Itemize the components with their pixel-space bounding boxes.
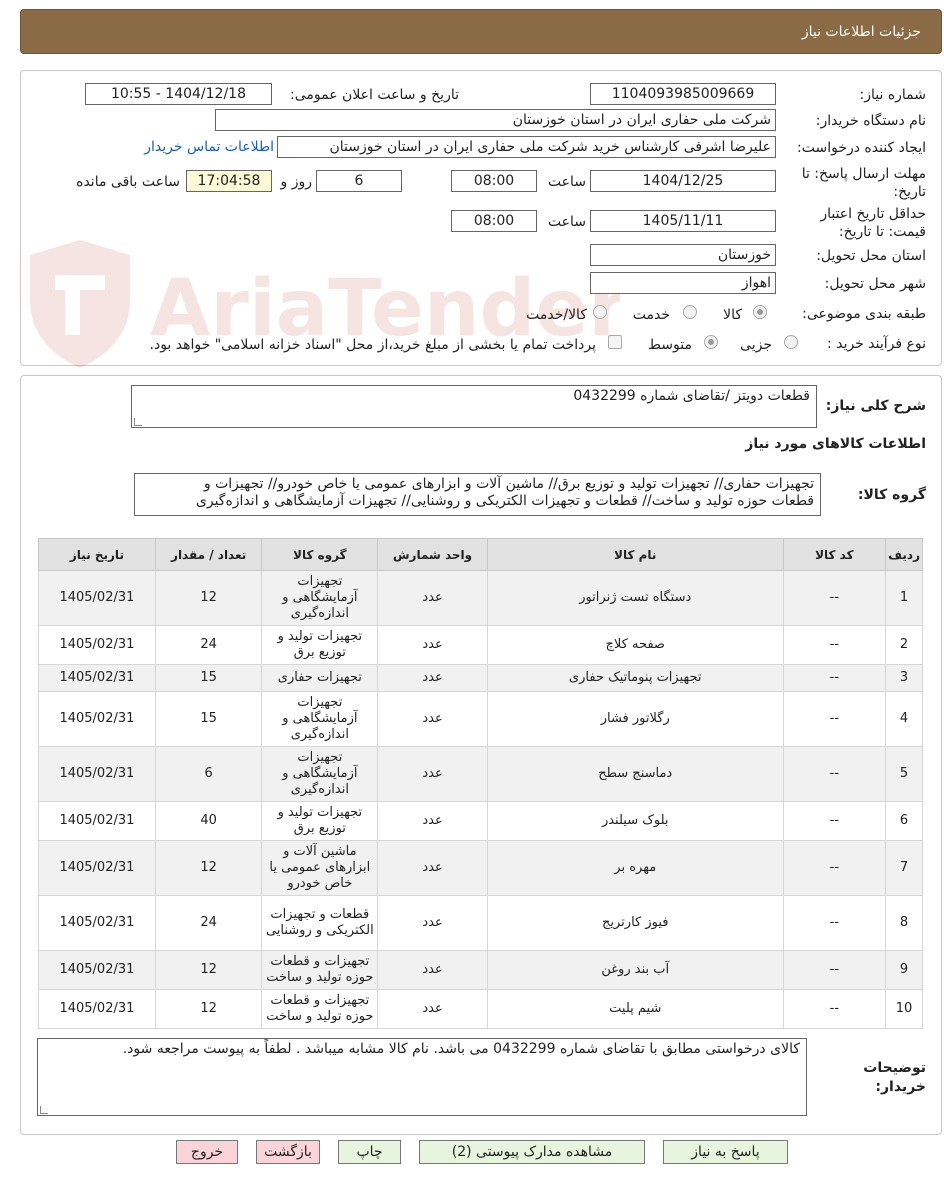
- cell-group: تجهیزات حفاری: [262, 665, 378, 692]
- need-number-label: شماره نیاز:: [859, 87, 926, 103]
- cell-row-number: 3: [886, 665, 923, 692]
- resize-handle-icon[interactable]: [40, 1106, 48, 1114]
- deadline-time-field: 08:00: [451, 170, 537, 192]
- purchase-minor-radio[interactable]: [784, 335, 798, 349]
- cell-row-number: 5: [886, 747, 923, 802]
- cell-name: رگلاتور فشار: [487, 692, 783, 747]
- cell-code: --: [783, 747, 886, 802]
- treasury-payment-note: پرداخت تمام یا بخشی از مبلغ خرید،از محل "اسناد خزانه اسلامی" خواهد بود.: [149, 337, 596, 353]
- col-header-unit: واحد شمارش: [378, 539, 488, 571]
- cell-date: 1405/02/31: [39, 841, 156, 896]
- cell-date: 1405/02/31: [39, 990, 156, 1029]
- cell-name: فیوز کارتریج: [487, 896, 783, 951]
- cell-unit: عدد: [378, 841, 488, 896]
- col-header-group: گروه کالا: [262, 539, 378, 571]
- province-label: استان محل تحویل:: [816, 248, 926, 264]
- cell-name: بلوک سیلندر: [487, 802, 783, 841]
- cell-date: 1405/02/31: [39, 692, 156, 747]
- cell-date: 1405/02/31: [39, 665, 156, 692]
- table-row: [39, 692, 923, 747]
- cell-row-number: 4: [886, 692, 923, 747]
- cell-group: تجهیزات آزمایشگاهی و اندازه‌گیری: [262, 571, 378, 626]
- cell-row-number: 6: [886, 802, 923, 841]
- cell-unit: عدد: [378, 802, 488, 841]
- cell-code: --: [783, 896, 886, 951]
- goods-group-textarea[interactable]: [134, 473, 821, 516]
- table-row: [39, 802, 923, 841]
- cell-code: --: [783, 665, 886, 692]
- validity-time-field: 08:00: [451, 210, 537, 232]
- cell-unit: عدد: [378, 990, 488, 1029]
- cell-qty: 40: [155, 802, 262, 841]
- cell-group: تجهیزات آزمایشگاهی و اندازه‌گیری: [262, 692, 378, 747]
- buyer-contact-link[interactable]: اطلاعات تماس خریدار: [144, 139, 274, 155]
- col-header-row-number: ردیف: [886, 539, 923, 571]
- table-row: [39, 747, 923, 802]
- cell-code: --: [783, 990, 886, 1029]
- cell-code: --: [783, 802, 886, 841]
- goods-group-line-1: تجهیزات حفاری// تجهیزات تولید و توزیع برق// ماشین آلات و ابزارهای عمومی یا خاص خودرو// تجهیزات و: [203, 476, 814, 492]
- resize-handle-icon[interactable]: [134, 418, 142, 426]
- goods-group-line-2: قطعات حوزه تولید و ساخت// قطعات و تجهیزات الکتریکی و روشنایی// تجهیزات آزمایشگاهی و اندازه‌گیری: [195, 493, 814, 509]
- requester-field: علیرضا اشرفی کارشناس خرید شرکت ملی حفاری ایران در استان خوزستان: [277, 136, 776, 158]
- page-header: [20, 9, 942, 54]
- buyer-label: نام دستگاه خریدار:: [815, 113, 926, 129]
- cell-qty: 12: [155, 571, 262, 626]
- remaining-label: ساعت باقی مانده: [76, 174, 180, 190]
- table-row: [39, 896, 923, 951]
- goods-group-label: گروه کالا:: [857, 487, 926, 503]
- items-table: [38, 538, 923, 1029]
- table-row: [39, 951, 923, 990]
- announce-field: 1404/12/18 - 10:55: [85, 83, 272, 105]
- col-header-name: نام کالا: [487, 539, 783, 571]
- cell-name: آب بند روغن: [487, 951, 783, 990]
- deadline-date-field: 1404/12/25: [590, 170, 776, 192]
- buyer-notes-textarea[interactable]: [37, 1038, 807, 1116]
- table-row: [39, 626, 923, 665]
- cell-name: دماسنج سطح: [487, 747, 783, 802]
- cell-name: تجهیزات پنوماتیک حفاری: [487, 665, 783, 692]
- cell-date: 1405/02/31: [39, 896, 156, 951]
- purchase-medium-radio[interactable]: [704, 335, 718, 349]
- category-label: طبقه بندی موضوعی:: [802, 306, 926, 322]
- category-goods-label: کالا: [723, 307, 742, 323]
- description-label: شرح کلی نیاز:: [825, 398, 926, 414]
- cell-unit: عدد: [378, 951, 488, 990]
- need-number-field: 1104093985009669: [590, 83, 776, 105]
- category-service-label: خدمت: [632, 307, 670, 323]
- exit-button[interactable]: خروج: [176, 1140, 238, 1164]
- cell-row-number: 7: [886, 841, 923, 896]
- cell-name: مهره بر: [487, 841, 783, 896]
- cell-date: 1405/02/31: [39, 951, 156, 990]
- cell-row-number: 8: [886, 896, 923, 951]
- cell-name: شیم پلیت: [487, 990, 783, 1029]
- purchase-type-label: نوع فرآیند خرید :: [827, 336, 926, 352]
- description-text: قطعات دویتز /تقاضای شماره 0432299: [573, 388, 810, 404]
- province-field: خوزستان: [590, 244, 776, 266]
- cell-group: قطعات و تجهیزات الکتریکی و روشنایی: [262, 896, 378, 951]
- cell-group: تجهیزات و قطعات حوزه تولید و ساخت: [262, 951, 378, 990]
- col-header-date: تاریخ نیاز: [39, 539, 156, 571]
- category-service-radio[interactable]: [683, 305, 697, 319]
- requester-label: ایجاد کننده درخواست:: [797, 140, 926, 156]
- goods-section-title: اطلاعات کالاهای مورد نیاز: [745, 436, 926, 452]
- deadline-time-label: ساعت: [547, 174, 586, 190]
- cell-qty: 12: [155, 841, 262, 896]
- cell-group: تجهیزات و قطعات حوزه تولید و ساخت: [262, 990, 378, 1029]
- cell-row-number: 1: [886, 571, 923, 626]
- buyer-notes-label-line-1: توضیحات: [863, 1060, 926, 1076]
- deadline-label: مهلت ارسال پاسخ: تا تاریخ:: [801, 166, 926, 200]
- cell-date: 1405/02/31: [39, 747, 156, 802]
- purchase-medium-label: متوسط: [648, 337, 692, 353]
- cell-name: دستگاه تست ژنراتور: [487, 571, 783, 626]
- cell-code: --: [783, 951, 886, 990]
- cell-qty: 12: [155, 951, 262, 990]
- buyer-field: شرکت ملی حفاری ایران در استان خوزستان: [215, 109, 776, 131]
- cell-unit: عدد: [378, 626, 488, 665]
- cell-row-number: 9: [886, 951, 923, 990]
- cell-group: ماشین آلات و ابزارهای عمومی یا خاص خودرو: [262, 841, 378, 896]
- category-both-label: کالا/خدمت: [526, 307, 587, 323]
- treasury-payment-checkbox[interactable]: [608, 335, 622, 349]
- category-goods-radio[interactable]: [753, 305, 767, 319]
- print-button[interactable]: چاپ: [338, 1140, 401, 1164]
- table-row: [39, 990, 923, 1029]
- table-row: [39, 841, 923, 896]
- buyer-notes-label-line-2: خریدار:: [875, 1079, 926, 1095]
- validity-label: حداقل تاریخ اعتبار قیمت: تا تاریخ:: [820, 206, 926, 240]
- cell-unit: عدد: [378, 571, 488, 626]
- purchase-minor-label: جزیی: [740, 337, 772, 353]
- cell-qty: 24: [155, 626, 262, 665]
- col-header-code: کد کالا: [783, 539, 886, 571]
- page-title: جزئیات اطلاعات نیاز: [801, 24, 921, 40]
- cell-qty: 15: [155, 692, 262, 747]
- cell-qty: 12: [155, 990, 262, 1029]
- cell-unit: عدد: [378, 896, 488, 951]
- cell-qty: 6: [155, 747, 262, 802]
- days-label: روز و: [280, 174, 312, 190]
- cell-unit: عدد: [378, 665, 488, 692]
- cell-code: --: [783, 692, 886, 747]
- cell-code: --: [783, 841, 886, 896]
- cell-unit: عدد: [378, 692, 488, 747]
- table-row: [39, 571, 923, 626]
- respond-button[interactable]: پاسخ به نیاز: [663, 1140, 788, 1164]
- cell-row-number: 10: [886, 990, 923, 1029]
- remaining-time-field: 17:04:58: [186, 170, 272, 192]
- buyer-notes-text: کالای درخواستی مطابق با تقاضای شماره 0432299 می باشد. نام کالا مشابه میباشد . لطفاً به پیوست مراجعه شود.: [122, 1041, 800, 1057]
- city-field: اهواز: [590, 272, 776, 294]
- cell-code: --: [783, 571, 886, 626]
- cell-group: تجهیزات آزمایشگاهی و اندازه‌گیری: [262, 747, 378, 802]
- cell-date: 1405/02/31: [39, 802, 156, 841]
- validity-date-field: 1405/11/11: [590, 210, 776, 232]
- cell-unit: عدد: [378, 747, 488, 802]
- cell-code: --: [783, 626, 886, 665]
- cell-date: 1405/02/31: [39, 626, 156, 665]
- description-textarea[interactable]: [131, 385, 817, 428]
- cell-qty: 15: [155, 665, 262, 692]
- cell-name: صفحه کلاچ: [487, 626, 783, 665]
- back-button[interactable]: بازگشت: [256, 1140, 320, 1164]
- col-header-qty: تعداد / مقدار: [155, 539, 262, 571]
- city-label: شهر محل تحویل:: [824, 276, 926, 292]
- cell-group: تجهیزات تولید و توزیع برق: [262, 802, 378, 841]
- table-row: [39, 665, 923, 692]
- announce-label: تاریخ و ساعت اعلان عمومی:: [290, 87, 459, 103]
- view-attachments-button[interactable]: مشاهده مدارک پیوستی (2): [419, 1140, 645, 1164]
- table-header-row: [39, 539, 923, 571]
- cell-row-number: 2: [886, 626, 923, 665]
- cell-qty: 24: [155, 896, 262, 951]
- cell-group: تجهیزات تولید و توزیع برق: [262, 626, 378, 665]
- validity-time-label: ساعت: [547, 214, 586, 230]
- days-remaining-field: 6: [316, 170, 402, 192]
- cell-date: 1405/02/31: [39, 571, 156, 626]
- category-both-radio[interactable]: [593, 305, 607, 319]
